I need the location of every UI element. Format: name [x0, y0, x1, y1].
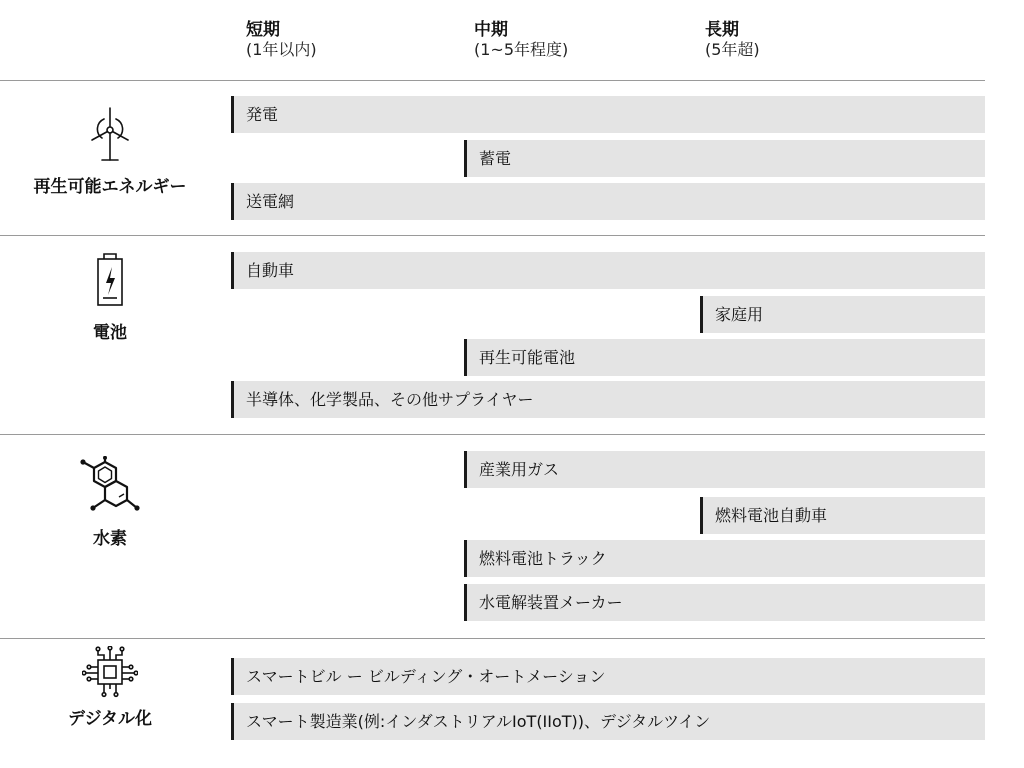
bar-household: 家庭用	[700, 296, 985, 333]
bar-power-storage: 蓄電	[464, 140, 985, 177]
bar-power-generation: 発電	[231, 96, 985, 133]
chip-icon	[82, 646, 138, 698]
divider	[0, 235, 985, 236]
divider	[0, 434, 985, 435]
bar-renewable-battery: 再生可能電池	[464, 339, 985, 376]
header-subtitle: (1年以内)	[246, 40, 317, 59]
wind-turbine-icon	[88, 106, 132, 166]
category-label: 水素	[93, 529, 127, 549]
bar-suppliers: 半導体、化学製品、その他サプライヤー	[231, 381, 985, 418]
header-long-term	[705, 20, 760, 60]
header-subtitle: (1~5年程度)	[474, 40, 569, 59]
bar-smart-manufacturing: スマート製造業(例:インダストリアルIoT(IIoT))、デジタルツイン	[231, 703, 985, 740]
divider	[0, 638, 985, 639]
molecule-icon	[77, 456, 143, 518]
divider	[0, 80, 985, 81]
header-short-term	[246, 20, 317, 60]
category-label: 再生可能エネルギー	[33, 177, 187, 197]
category-label: デジタル化	[68, 709, 152, 729]
category-batteries	[0, 250, 220, 343]
header-title: 長期	[705, 20, 739, 40]
bar-power-grid: 送電網	[231, 183, 985, 220]
category-digitalization	[0, 646, 220, 729]
header-subtitle: (5年超)	[705, 40, 760, 59]
category-hydrogen	[0, 456, 220, 549]
bar-industrial-gas: 産業用ガス	[464, 451, 985, 488]
battery-icon	[95, 250, 125, 312]
bar-smart-building: スマートビル ー ビルディング・オートメーション	[231, 658, 985, 695]
bar-electrolyzer-maker: 水電解装置メーカー	[464, 584, 985, 621]
bar-fuel-cell-vehicle: 燃料電池自動車	[700, 497, 985, 534]
bar-fuel-cell-truck: 燃料電池トラック	[464, 540, 985, 577]
bar-automotive: 自動車	[231, 252, 985, 289]
header-mid-term	[474, 20, 568, 60]
header-title: 短期	[246, 20, 280, 40]
category-label: 電池	[93, 323, 127, 343]
header-title: 中期	[474, 20, 508, 40]
category-renewable-energy	[0, 106, 220, 197]
